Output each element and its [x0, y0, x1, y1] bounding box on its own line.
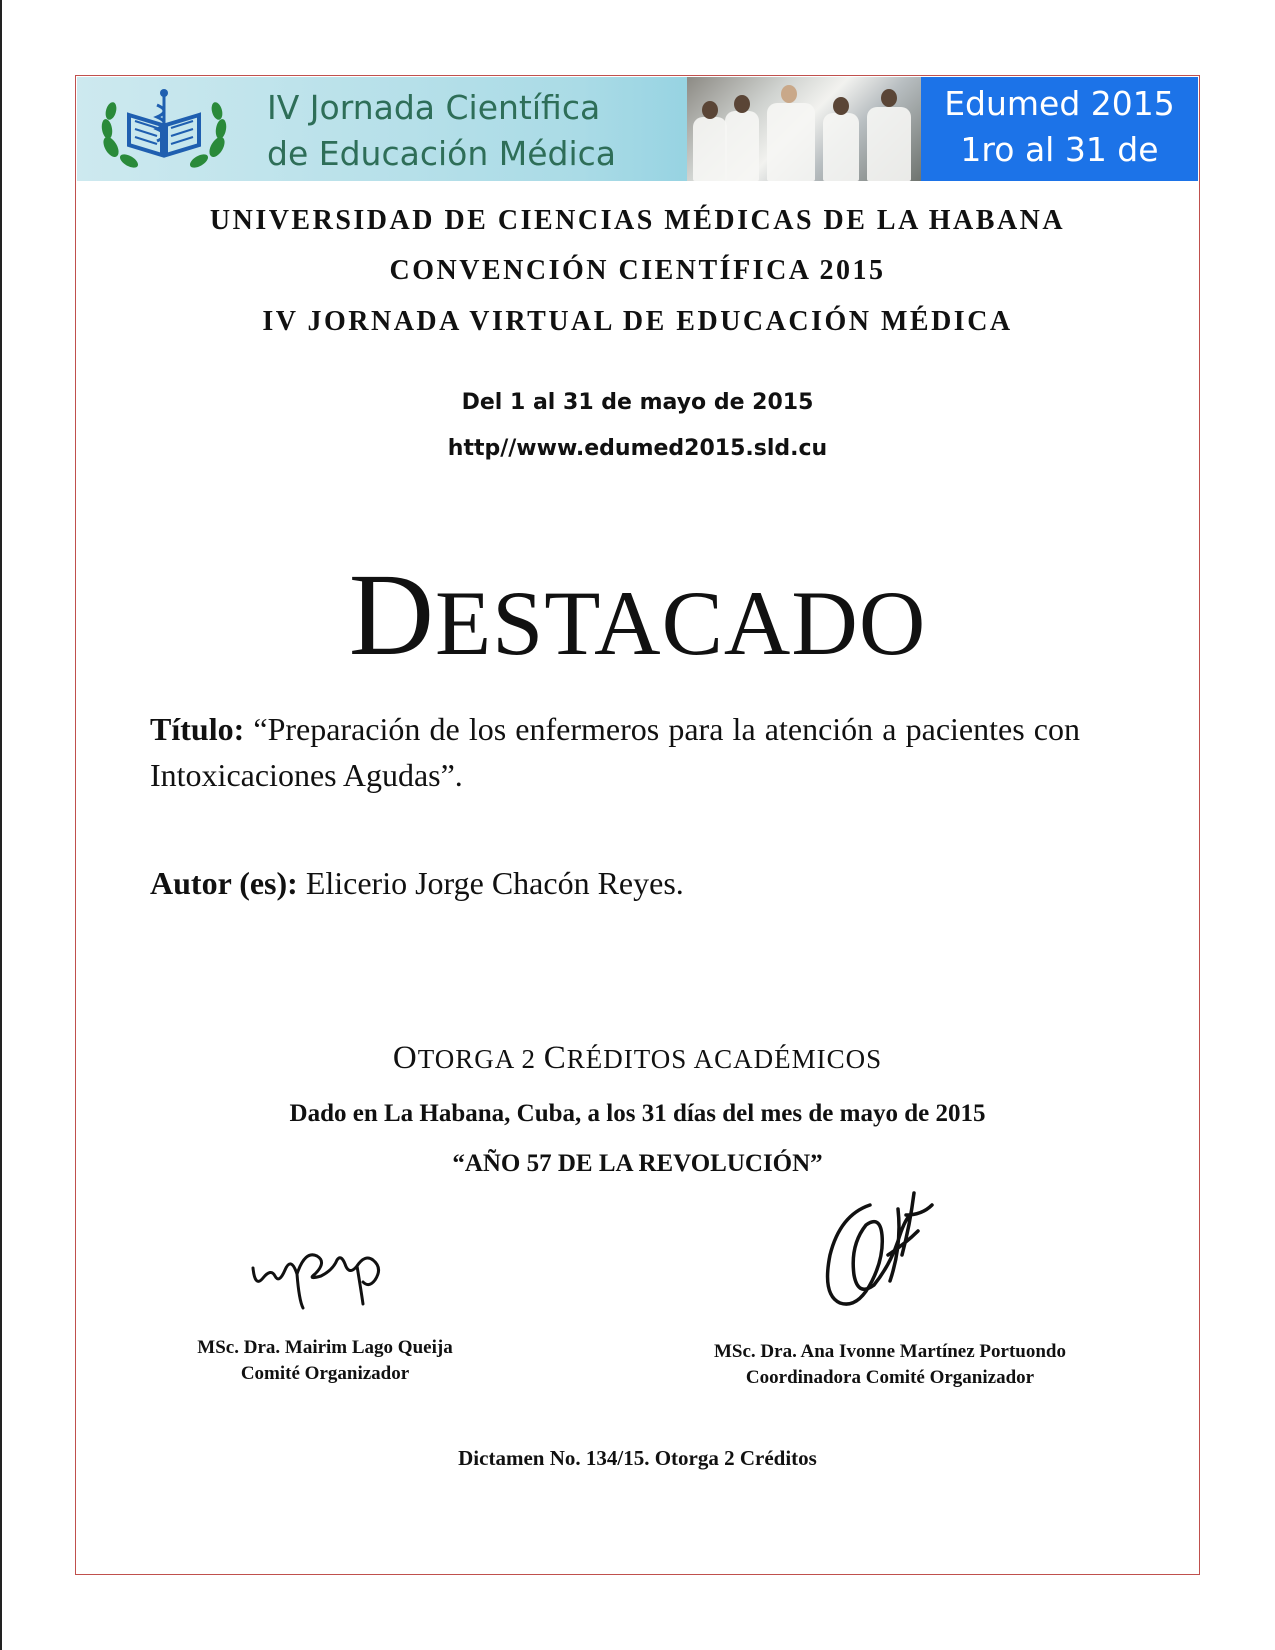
- work-author: [150, 860, 1080, 906]
- author-text: Elicerio Jorge Chacón Reyes.: [297, 865, 684, 901]
- credits-statement: [77, 1040, 1198, 1077]
- banner-title-line2: de Educación Médica: [267, 134, 616, 173]
- convention-name: CONVENCIÓN CIENTÍFICA 2015: [389, 255, 886, 286]
- banner-event-box: [921, 77, 1198, 215]
- given-place-date: Dado en La Habana, Cuba, a los 31 días del mes de mayo de 2015: [289, 1100, 986, 1127]
- page-edge: [0, 0, 2, 1650]
- banner-title: [267, 85, 687, 177]
- left-signature-icon: [245, 1230, 395, 1320]
- credits-word2: RÉDITOS ACADÉMICOS: [566, 1044, 883, 1074]
- right-signatory-role: Coordinadora Comité Organizador: [745, 1367, 1035, 1388]
- year-motto: “AÑO 57 DE LA REVOLUCIÓN”: [452, 1150, 823, 1177]
- university-name: UNIVERSIDAD DE CIENCIAS MÉDICAS DE LA HABANA: [209, 205, 1066, 236]
- title-label: Título:: [150, 711, 245, 747]
- title-text: “Preparación de los enfermeros para la atención a pacientes con Intoxicaciones Agudas”.: [150, 711, 1080, 793]
- event-dates: Del 1 al 31 de mayo de 2015: [461, 390, 814, 415]
- banner: [77, 77, 1198, 215]
- dictamen-footer: Dictamen No. 134/15. Otorga 2 Créditos: [458, 1446, 817, 1470]
- left-signatory: [150, 1335, 500, 1387]
- work-title: [150, 706, 1080, 798]
- award-title: [77, 549, 1198, 683]
- author-label: Autor (es):: [150, 865, 298, 901]
- credits-word1: TORGA 2: [417, 1044, 544, 1074]
- award-initial: D: [348, 549, 435, 680]
- left-signatory-role: Comité Organizador: [240, 1363, 410, 1384]
- banner-event-line2: 1ro al 31 de mayo: [960, 130, 1159, 215]
- banner-photo: [687, 77, 921, 181]
- banner-event-line1: Edumed 2015: [944, 84, 1175, 123]
- credits-initial1: O: [392, 1040, 418, 1076]
- right-signatory-name: MSc. Dra. Ana Ivonne Martínez Portuondo: [713, 1341, 1066, 1362]
- right-signatory: [660, 1339, 1120, 1391]
- right-signature-icon: [810, 1185, 940, 1315]
- award-rest: ESTACADO: [434, 572, 927, 674]
- book-laurel-logo-icon: [99, 85, 229, 175]
- event-url: http//www.edumed2015.sld.cu: [447, 436, 828, 461]
- banner-title-line1: IV Jornada Científica: [267, 88, 601, 127]
- left-signatory-name: MSc. Dra. Mairim Lago Queija: [197, 1337, 453, 1358]
- credits-initial2: C: [543, 1040, 567, 1076]
- event-name: IV JORNADA VIRTUAL DE EDUCACIÓN MÉDICA: [262, 306, 1013, 337]
